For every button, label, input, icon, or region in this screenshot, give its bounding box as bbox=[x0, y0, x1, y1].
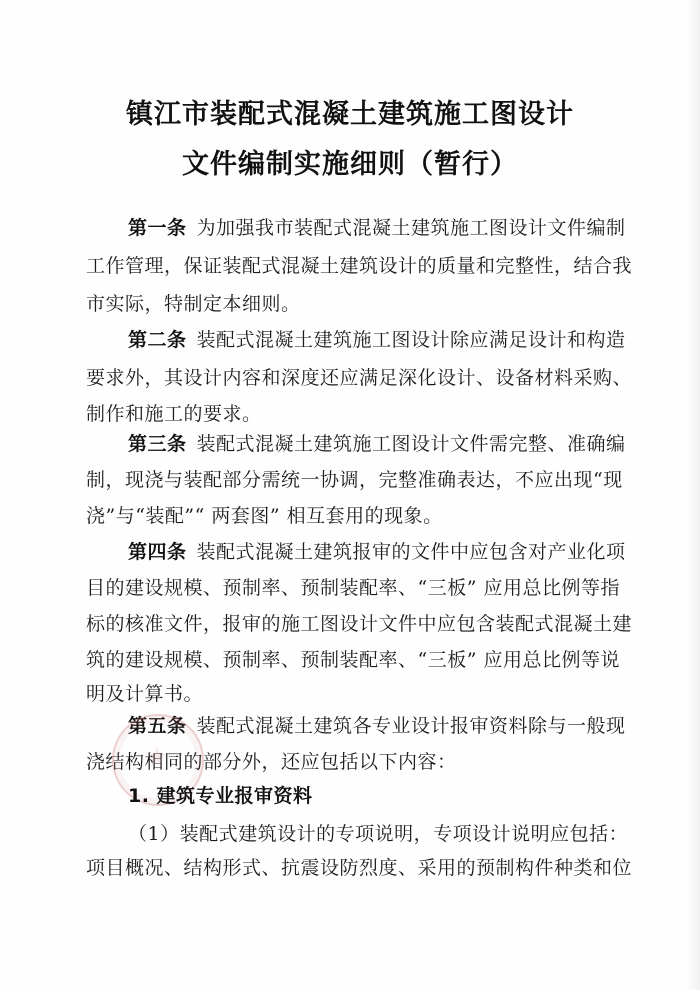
article-1-line-2: 工作管理，保证装配式混凝土建筑设计的质量和完整性，结合我 bbox=[86, 255, 633, 277]
article-5-line-2: 浇结构相同的部分外，还应包括以下内容： bbox=[86, 751, 457, 773]
article-4-text: 装配式混凝土建筑报审的文件中应包含对产业化项 bbox=[196, 541, 626, 563]
article-5-label: 第五条 bbox=[128, 715, 187, 737]
article-4-line-3: 标的核准文件，报审的施工图设计文件中应包含装配式混凝土建 bbox=[86, 613, 633, 635]
article-4-line-1 bbox=[128, 540, 648, 564]
document-title-line-1: 镇江市装配式混凝土建筑施工图设计 bbox=[126, 99, 574, 130]
article-1-label: 第一条 bbox=[128, 217, 187, 239]
article-4-line-4: 筑的建设规模、预制率、预制装配率、“三板” 应用总比例等说 bbox=[86, 649, 620, 671]
article-3-text: 装配式混凝土建筑施工图设计文件需完整、准确编 bbox=[196, 433, 626, 455]
article-1-line-1 bbox=[128, 216, 648, 240]
section-1-item-1-line-2: 项目概况、结构形式、抗震设防烈度、采用的预制构件种类和位 bbox=[86, 857, 633, 879]
article-3-line-3: 浇”与“装配”“ 两套图” 相互套用的现象。 bbox=[86, 505, 443, 527]
article-2-line-2: 要求外，其设计内容和深度还应满足深化设计、设备材料采购、 bbox=[86, 367, 633, 389]
article-1-line-3: 市实际，特制定本细则。 bbox=[86, 293, 301, 315]
article-1-text: 为加强我市装配式混凝土建筑施工图设计文件编制 bbox=[196, 217, 626, 239]
article-2-text: 装配式混凝土建筑施工图设计除应满足设计和构造 bbox=[196, 329, 626, 351]
article-3-label: 第三条 bbox=[128, 433, 187, 455]
article-4-line-2: 目的建设规模、预制率、预制装配率、“三板” 应用总比例等指 bbox=[86, 577, 620, 599]
article-5-line-1 bbox=[128, 714, 648, 738]
article-2-line-1 bbox=[128, 328, 648, 352]
article-3-line-2: 制，现浇与装配部分需统一协调，完整准确表达，不应出现“现 bbox=[86, 469, 623, 491]
article-4-label: 第四条 bbox=[128, 541, 187, 563]
article-4-line-5: 明及计算书。 bbox=[86, 683, 204, 705]
article-2-line-3: 制作和施工的要求。 bbox=[86, 403, 262, 425]
article-2-label: 第二条 bbox=[128, 329, 187, 351]
article-5-text: 装配式混凝土建筑各专业设计报审资料除与一般现 bbox=[196, 715, 626, 737]
document-title-line-2: 文件编制实施细则（暂行） bbox=[182, 149, 518, 180]
section-1-item-1-line-1: （1）装配式建筑设计的专项说明，专项设计说明应包括： bbox=[128, 823, 629, 845]
article-3-line-1 bbox=[128, 432, 648, 456]
section-1-heading: 1. 建筑专业报审资料 bbox=[128, 785, 313, 807]
